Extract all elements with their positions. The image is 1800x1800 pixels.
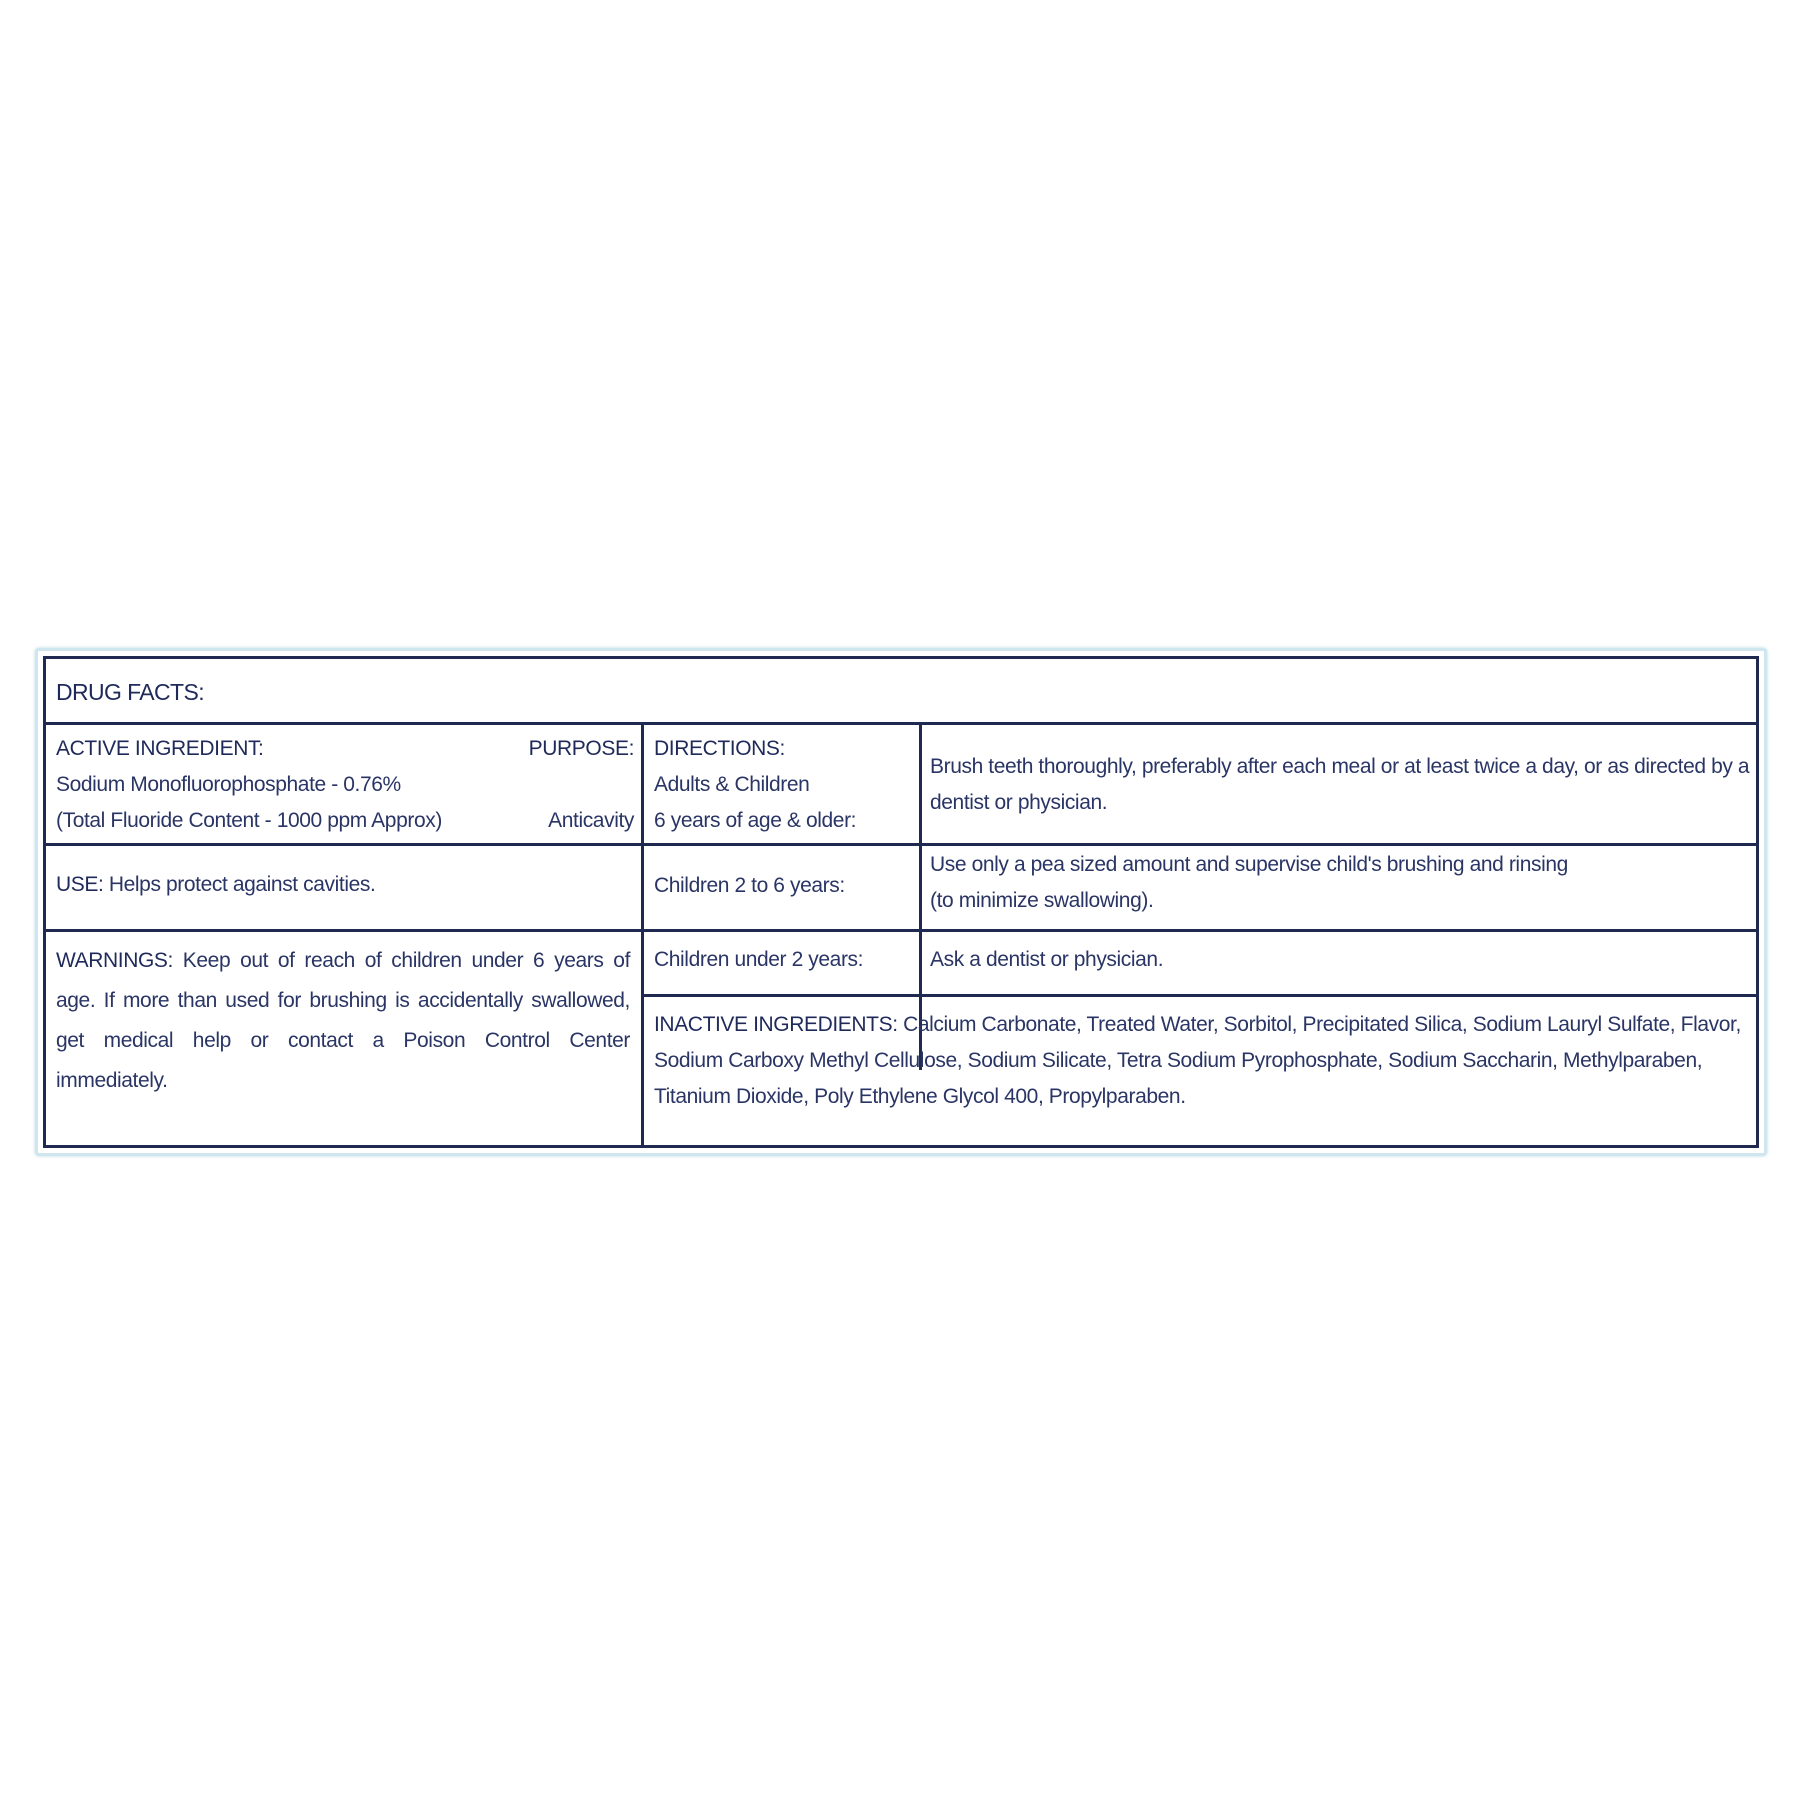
drug-facts-title: DRUG FACTS: bbox=[56, 679, 205, 705]
directions-under-2-label: Children under 2 years: bbox=[654, 948, 864, 971]
directions-adults-line1: Adults & Children bbox=[654, 773, 810, 796]
drug-facts-title-row bbox=[46, 659, 1756, 725]
directions-children-2-6-text-line1: Use only a pea sized amount and supervise child's brushing and rinsing bbox=[930, 853, 1568, 876]
use-text: Helps protect against cavities. bbox=[108, 873, 376, 896]
directions-under-2-label-cell bbox=[654, 942, 914, 978]
purpose-heading: PURPOSE: bbox=[528, 737, 634, 760]
inactive-ingredients-text: Calcium Carbonate, Treated Water, Sorbitol, Precipitated Silica, Sodium Lauryl Sulfate, Flavor, Sodium Carboxy Methyl Cellulose, Sodium Silicate, Tetra Sodium Pyrophosphate, Sodium Saccharin, Methylparaben, Titanium Dioxide, Poly Ethylene Glycol 400, Propylparaben. bbox=[654, 1013, 1741, 1108]
warnings-text: Keep out of reach of children under 6 years of age. If more than used for brushing is accidentally swallowed, get medical help or contact a Poison Control Center immediately. bbox=[56, 949, 630, 1092]
directions-label-cell bbox=[654, 731, 914, 839]
inactive-ingredients-heading: INACTIVE INGREDIENTS: bbox=[654, 1013, 898, 1036]
directions-children-2-6-label: Children 2 to 6 years: bbox=[654, 874, 845, 897]
directions-adults-text: Brush teeth thoroughly, preferably after each meal or at least twice a day, or as directed by a dentist or physician. bbox=[930, 755, 1750, 814]
directions-adults-line2: 6 years of age & older: bbox=[654, 809, 857, 832]
divider-right-row1 bbox=[644, 843, 1756, 846]
directions-children-2-6-text-line2: (to minimize swallowing). bbox=[930, 889, 1154, 912]
directions-children-2-6-text-cell bbox=[930, 847, 1750, 919]
use-cell bbox=[56, 867, 634, 903]
inactive-ingredients-cell bbox=[654, 1007, 1759, 1115]
divider-right-row2 bbox=[644, 929, 1756, 932]
active-ingredient-line: Sodium Monofluorophosphate - 0.76% bbox=[56, 773, 401, 796]
directions-under-2-text: Ask a dentist or physician. bbox=[930, 948, 1164, 971]
divider-left-column bbox=[641, 725, 644, 1145]
active-ingredient-cell bbox=[56, 731, 634, 839]
drug-facts-label-frame bbox=[35, 648, 1767, 1156]
directions-under-2-text-cell bbox=[930, 942, 1750, 978]
divider-right-row3 bbox=[644, 994, 1756, 997]
divider-left-row1 bbox=[46, 843, 641, 846]
warnings-cell bbox=[56, 941, 630, 1101]
directions-children-2-6-label-cell bbox=[654, 868, 914, 904]
warnings-heading: WARNINGS: bbox=[56, 949, 173, 972]
use-heading: USE: bbox=[56, 873, 104, 896]
divider-left-row2 bbox=[46, 929, 641, 932]
directions-adults-text-cell bbox=[930, 749, 1750, 821]
drug-facts-panel bbox=[43, 656, 1759, 1148]
active-ingredient-heading: ACTIVE INGREDIENT: bbox=[56, 737, 264, 760]
directions-heading: DIRECTIONS: bbox=[654, 737, 785, 760]
purpose-value: Anticavity bbox=[548, 809, 634, 832]
fluoride-content-line: (Total Fluoride Content - 1000 ppm Approx) bbox=[56, 809, 442, 832]
